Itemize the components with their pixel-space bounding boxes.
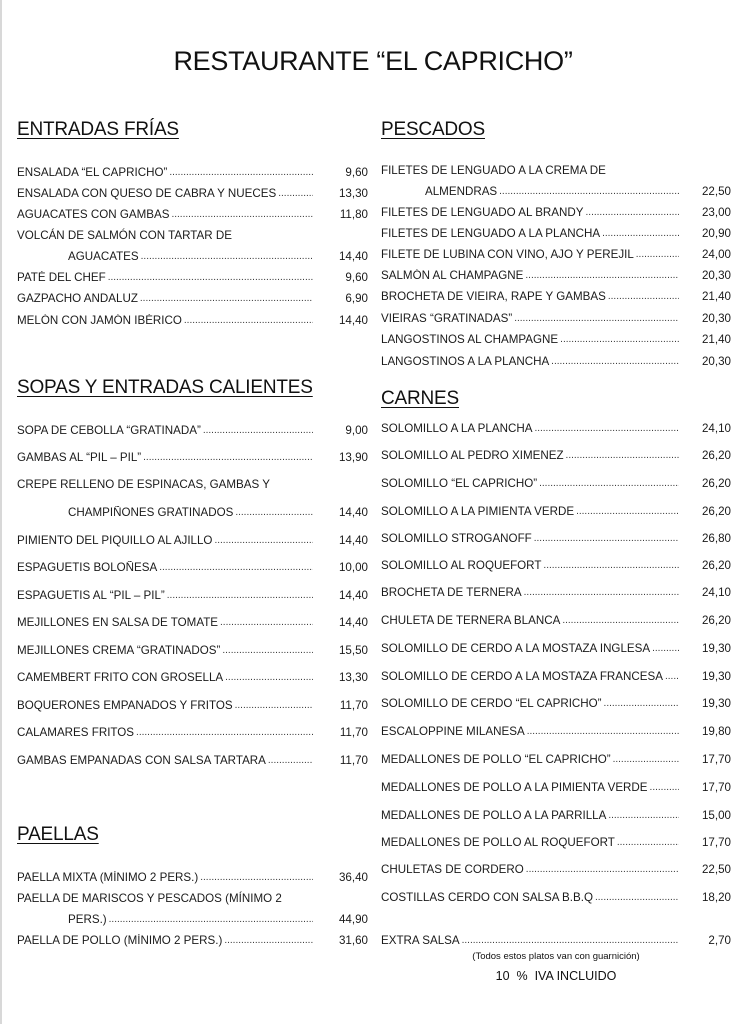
dot-leader [203, 425, 313, 437]
menu-item [68, 911, 368, 927]
menu-item-price: 2,70 [708, 933, 731, 947]
menu-item [381, 420, 731, 436]
menu-item-price: 19,30 [701, 669, 731, 683]
menu-item-label [381, 449, 681, 462]
menu-item-name: EXTRA SALSA [381, 933, 460, 947]
menu-item-price: 11,80 [339, 207, 368, 221]
menu-item [17, 290, 368, 306]
menu-item-price: 44,90 [338, 912, 368, 926]
menu-item-name: MELÓN CON JAMÓN IBÉRICO [17, 313, 182, 327]
menu-item-price: 14,40 [338, 588, 368, 602]
menu-item-name: GAMBAS EMPANADAS CON SALSA TARTARA [17, 753, 266, 767]
menu-item-name: SOLOMILLO DE CERDO A LA MOSTAZA FRANCESA [381, 669, 663, 683]
menu-item-name: PERS.) [68, 912, 107, 926]
menu-item-name: BOQUERONES EMPANADOS Y FRITOS [17, 698, 233, 712]
menu-item-label [68, 506, 315, 519]
menu-item [381, 932, 731, 948]
menu-item-name: VOLCÁN DE SALMÓN CON TARTAR DE [17, 228, 232, 242]
menu-item-label [17, 671, 315, 684]
menu-item-label [381, 505, 681, 518]
menu-item [17, 164, 368, 180]
menu-item-name: SOPA DE CEBOLLA “GRATINADA” [17, 423, 201, 437]
menu-item-label [17, 166, 315, 179]
dot-leader [220, 617, 313, 629]
menu-item-name: SOLOMILLO “EL CAPRICHO” [381, 476, 538, 490]
menu-item-name: COSTILLAS CERDO CON SALSA B.B.Q [381, 890, 593, 904]
menu-item-name: SOLOMILLO A LA PIMIENTA VERDE [381, 504, 575, 518]
menu-item [381, 503, 731, 519]
menu-item-price: 31,60 [338, 933, 368, 947]
menu-item [381, 751, 731, 767]
menu-item-name: SOLOMILLO AL PEDRO XIMENEZ [381, 448, 564, 462]
menu-item-price: 26,20 [701, 558, 731, 572]
menu-item-price: 23,00 [701, 205, 731, 219]
menu-item [17, 422, 368, 438]
menu-item-label [17, 934, 315, 947]
menu-item-price: 9,00 [345, 423, 368, 437]
menu-item-label [17, 699, 315, 712]
menu-item-label [381, 781, 681, 794]
menu-item-price: 11,70 [339, 753, 368, 767]
dot-leader [525, 270, 679, 282]
menu-item-price: 15,50 [338, 643, 368, 657]
menu-item-name: MEDALLONES DE POLLO A LA PIMIENTA VERDE [381, 780, 648, 794]
menu-item-name: LANGOSTINOS AL CHAMPAGNE [381, 332, 559, 346]
menu-item-label [381, 206, 681, 219]
menu-item [17, 724, 368, 740]
dot-leader [136, 727, 313, 739]
page-edge [0, 0, 2, 1024]
menu-item [381, 640, 731, 656]
menu-item-name: FILETE DE LUBINA CON VINO, AJO Y PEREJIL [381, 247, 634, 261]
menu-item-price: 6,90 [345, 291, 368, 305]
menu-item-label [17, 754, 315, 767]
menu-item-price: 26,20 [701, 448, 731, 462]
menu-item-name: CALAMARES FRITOS [17, 725, 135, 739]
dot-leader [595, 892, 679, 904]
dot-leader [617, 837, 679, 849]
menu-item-label [17, 534, 315, 547]
dot-leader [143, 452, 313, 464]
menu-item-label [381, 227, 681, 240]
menu-item-name: ESCALOPPINE MILANESA [381, 724, 525, 738]
menu-item-label [381, 422, 681, 435]
menu-item-label [381, 642, 681, 655]
menu-item [381, 612, 731, 628]
dot-leader [652, 643, 679, 655]
menu-item-name: PAELLA MIXTA (MÍNIMO 2 PERS.) [17, 870, 199, 884]
menu-item [68, 248, 368, 264]
menu-item-price: 10,00 [338, 560, 368, 574]
menu-item-name: AGUACATES CON GAMBAS [17, 207, 170, 221]
menu-item [381, 267, 731, 283]
menu-item-label [17, 644, 315, 657]
menu-item-name: CHULETAS DE CORDERO [381, 862, 524, 876]
menu-item-name: MEDALLONES DE POLLO A LA PARRILLA [381, 808, 607, 822]
menu-item-name: PAELLA DE MARISCOS Y PESCADOS (MÍNIMO 2 [17, 891, 282, 905]
menu-item-price: 20,90 [701, 226, 731, 240]
menu-item-label [17, 561, 315, 574]
menu-item-label [381, 836, 681, 849]
menu-item [381, 225, 731, 241]
menu-item-line [17, 476, 368, 492]
menu-item-name: BROCHETA DE VIEIRA, RAPE Y GAMBAS [381, 289, 606, 303]
menu-item [17, 185, 368, 201]
menu-item-label [381, 477, 681, 490]
menu-item-name: MEDALLONES DE POLLO “EL CAPRICHO” [381, 752, 611, 766]
menu-item-price: 20,30 [701, 311, 731, 325]
menu-item-label [17, 292, 315, 305]
dot-leader [576, 506, 679, 518]
menu-item [17, 752, 368, 768]
dot-leader [235, 507, 313, 519]
menu-item [381, 475, 731, 491]
menu-item [381, 834, 731, 850]
menu-item [17, 559, 368, 575]
dot-leader [539, 478, 679, 490]
menu-item [381, 447, 731, 463]
menu-item [381, 807, 731, 823]
menu-item [17, 269, 368, 285]
menu-item-label [381, 863, 681, 876]
menu-item [381, 331, 731, 347]
menu-item-label [17, 187, 315, 200]
dot-leader [613, 754, 679, 766]
menu-item-price: 19,30 [701, 641, 731, 655]
menu-item-name: PATÉ DEL CHEF [17, 270, 106, 284]
dot-leader [167, 590, 313, 602]
menu-item-price: 18,20 [701, 890, 731, 904]
dot-leader [543, 560, 679, 572]
dot-leader [636, 249, 679, 261]
menu-item-price: 9,60 [345, 270, 368, 284]
menu-item-price: 14,40 [338, 533, 368, 547]
menu-item-price: 26,80 [701, 531, 731, 545]
menu-item-price: 36,40 [338, 870, 368, 884]
dot-leader [235, 700, 313, 712]
dot-leader [214, 535, 313, 547]
menu-item [381, 288, 731, 304]
restaurant-title: RESTAURANTE “EL CAPRICHO” [173, 46, 573, 76]
dot-leader [560, 334, 679, 346]
menu-item-label [17, 589, 315, 602]
menu-item-label [381, 248, 681, 261]
menu-item-price: 21,40 [701, 332, 731, 346]
menu-item-name: PIMIENTO DEL PIQUILLO AL AJILLO [17, 533, 213, 547]
menu-item [17, 932, 368, 948]
menu-item-price: 24,00 [701, 247, 731, 261]
dot-leader [586, 207, 679, 219]
menu-item [381, 310, 731, 326]
menu-item-price: 21,40 [701, 289, 731, 303]
menu-item-name: MEDALLONES DE POLLO AL ROQUEFORT [381, 835, 615, 849]
menu-item-name: ALMENDRAS [425, 184, 498, 198]
menu-item-price: 11,70 [339, 725, 368, 739]
menu-item-label [17, 871, 315, 884]
menu-item-label [381, 725, 681, 738]
menu-item [17, 669, 368, 685]
menu-item-name: CAMEMBERT FRITO CON GROSELLA [17, 670, 224, 684]
menu-item-label [381, 670, 681, 683]
tax-note: 10 % IVA INCLUIDO [495, 969, 617, 983]
menu-item-line [17, 227, 368, 243]
menu-item-price: 9,60 [345, 165, 368, 179]
menu-item-name: FILETES DE LENGUADO A LA CREMA DE [381, 163, 606, 177]
dot-leader [109, 914, 313, 926]
menu-item-price: 24,10 [701, 585, 731, 599]
menu-item-label [381, 753, 681, 766]
menu-item-label [381, 697, 681, 710]
menu-item-name: VIEIRAS “GRATINADAS” [381, 311, 513, 325]
menu-item-name: CREPE RELLENO DE ESPINACAS, GAMBAS Y [17, 477, 270, 491]
dot-leader [184, 315, 313, 327]
dot-leader [608, 810, 679, 822]
menu-item-price: 14,40 [338, 313, 368, 327]
menu-item-price: 13,30 [338, 186, 368, 200]
menu-item-label [381, 290, 681, 303]
menu-item-price: 15,00 [701, 808, 731, 822]
menu-item [17, 532, 368, 548]
dot-leader [566, 450, 679, 462]
menu-item [381, 204, 731, 220]
menu-item [17, 206, 368, 222]
menu-item [17, 869, 368, 885]
menu-item-label [381, 809, 681, 822]
menu-item-label [17, 271, 315, 284]
dot-leader [224, 935, 313, 947]
menu-item-name: PAELLA DE POLLO (MÍNIMO 2 PERS.) [17, 933, 223, 947]
menu-item [381, 246, 731, 262]
menu-item-label [381, 559, 681, 572]
menu-item-label [381, 891, 681, 904]
dot-leader [650, 782, 679, 794]
menu-item-name: SALMÓN AL CHAMPAGNE [381, 268, 524, 282]
dot-leader [562, 615, 679, 627]
menu-item-label [381, 614, 681, 627]
dot-leader [534, 533, 679, 545]
menu-item-price: 26,20 [701, 504, 731, 518]
menu-item-name: ESPAGUETIS BOLOÑESA [17, 560, 158, 574]
dot-leader [526, 864, 679, 876]
menu-item-name: CHAMPIÑONES GRATINADOS [68, 505, 234, 519]
menu-item-name: FILETES DE LENGUADO A LA PLANCHA [381, 226, 601, 240]
dot-leader [200, 872, 313, 884]
menu-item-label [17, 208, 315, 221]
menu-item-price: 22,50 [701, 862, 731, 876]
menu-item [17, 449, 368, 465]
menu-item [381, 723, 731, 739]
menu-item-price: 14,40 [338, 505, 368, 519]
menu-item [17, 587, 368, 603]
menu-item [17, 614, 368, 630]
menu-item-label [17, 424, 315, 437]
menu-item-name: FILETES DE LENGUADO AL BRANDY [381, 205, 584, 219]
menu-item-price: 17,70 [701, 835, 731, 849]
menu-item-name: SOLOMILLO DE CERDO “EL CAPRICHO” [381, 696, 602, 710]
menu-item [17, 697, 368, 713]
menu-item-name: MEJILLONES EN SALSA DE TOMATE [17, 615, 219, 629]
section-heading-entradas-frias: ENTRADAS FRÍAS [17, 119, 179, 140]
menu-item [381, 889, 731, 905]
menu-item-label [381, 586, 681, 599]
menu-item-name: SOLOMILLO AL ROQUEFORT [381, 558, 542, 572]
menu-item-line [17, 890, 368, 906]
dot-leader [268, 755, 313, 767]
dot-leader [140, 293, 313, 305]
menu-item-label [68, 913, 315, 926]
dot-leader [527, 726, 679, 738]
menu-item-label [381, 934, 681, 947]
dot-leader [159, 562, 313, 574]
menu-item-name: CHULETA DE TERNERA BLANCA [381, 613, 561, 627]
dot-leader [602, 228, 679, 240]
menu-item-price: 11,70 [339, 698, 368, 712]
dot-leader [534, 423, 679, 435]
menu-item-line [381, 162, 731, 178]
menu-item-price: 14,40 [338, 615, 368, 629]
menu-item [17, 312, 368, 328]
dot-leader [278, 188, 313, 200]
menu-item-price: 14,40 [338, 249, 368, 263]
section-heading-paellas: PAELLAS [17, 824, 99, 845]
menu-item-price: 22,50 [701, 184, 731, 198]
menu-item-label [381, 269, 681, 282]
menu-item-label [68, 250, 315, 263]
dot-leader [524, 587, 679, 599]
menu-item-label [381, 532, 681, 545]
dot-leader [551, 356, 679, 368]
menu-item-label [17, 451, 315, 464]
menu-item-label [381, 355, 681, 368]
dot-leader [608, 291, 679, 303]
menu-item-label [381, 333, 681, 346]
menu-item [381, 668, 731, 684]
menu-item [381, 861, 731, 877]
menu-item-price: 13,90 [338, 450, 368, 464]
menu-item [381, 353, 731, 369]
dot-leader [499, 186, 679, 198]
section-heading-carnes: CARNES [381, 388, 459, 409]
dot-leader [141, 251, 313, 263]
dot-leader [462, 935, 679, 947]
menu-item-name: BROCHETA DE TERNERA [381, 585, 522, 599]
menu-item-price: 19,80 [701, 724, 731, 738]
menu-item [68, 504, 368, 520]
dot-leader [108, 272, 313, 284]
menu-item-name: ENSALADA “EL CAPRICHO” [17, 165, 168, 179]
menu-item-price: 24,10 [701, 421, 731, 435]
menu-item-label [17, 616, 315, 629]
menu-item [381, 557, 731, 573]
menu-item-name: SOLOMILLO STROGANOFF [381, 531, 532, 545]
dot-leader [225, 672, 313, 684]
menu-item-price: 26,20 [701, 613, 731, 627]
menu-item [381, 779, 731, 795]
menu-item-price: 19,30 [701, 696, 731, 710]
menu-item-name: GAZPACHO ANDALUZ [17, 291, 138, 305]
dot-leader [514, 313, 679, 325]
menu-item [381, 530, 731, 546]
menu-item-name: SOLOMILLO A LA PLANCHA [381, 421, 533, 435]
menu-item [381, 584, 731, 600]
menu-item-label [425, 185, 681, 198]
menu-item-price: 17,70 [701, 780, 731, 794]
menu-item-name: AGUACATES [68, 249, 139, 263]
dot-leader [665, 671, 679, 683]
menu-item-name: ESPAGUETIS AL “PIL – PIL” [17, 588, 165, 602]
section-heading-pescados: PESCADOS [381, 119, 485, 140]
dot-leader [169, 167, 313, 179]
menu-item-label [17, 314, 315, 327]
menu-item-name: GAMBAS AL “PIL – PIL” [17, 450, 142, 464]
dot-leader [171, 209, 313, 221]
menu-item [425, 183, 731, 199]
menu-item-label [17, 726, 315, 739]
menu-item-price: 20,30 [701, 354, 731, 368]
menu-item-price: 20,30 [701, 268, 731, 282]
menu-item [17, 642, 368, 658]
menu-item-price: 26,20 [701, 476, 731, 490]
menu-item-label [381, 312, 681, 325]
menu-item-name: SOLOMILLO DE CERDO A LA MOSTAZA INGLESA [381, 641, 651, 655]
garnish-note: (Todos estos platos van con guarnición) [472, 951, 640, 962]
menu-item-name: ENSALADA CON QUESO DE CABRA Y NUECES [17, 186, 277, 200]
menu-item-price: 13,30 [338, 670, 368, 684]
dot-leader [222, 645, 313, 657]
dot-leader [604, 698, 679, 710]
section-heading-sopas: SOPAS Y ENTRADAS CALIENTES [17, 377, 313, 398]
menu-item [381, 695, 731, 711]
menu-item-price: 17,70 [701, 752, 731, 766]
menu-item-name: LANGOSTINOS A LA PLANCHA [381, 354, 550, 368]
menu-item-name: MEJILLONES CREMA “GRATINADOS” [17, 643, 221, 657]
